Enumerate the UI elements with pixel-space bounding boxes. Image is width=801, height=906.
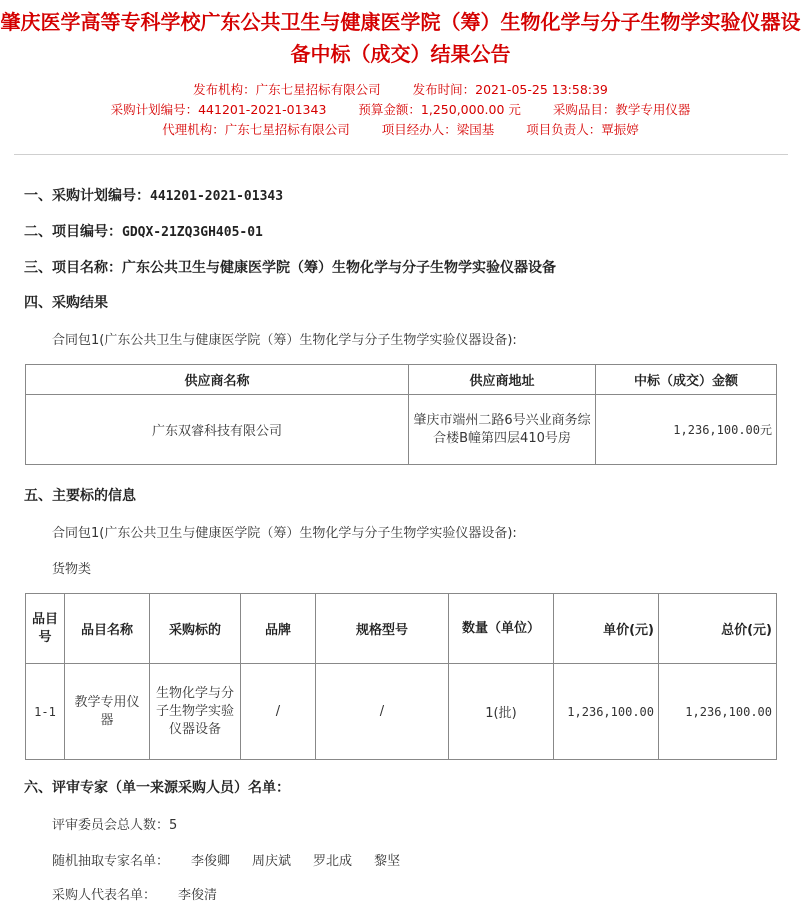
plan-number-label: 采购计划编号： — [110, 102, 199, 117]
header-spec-model: 规格型号 — [316, 594, 449, 664]
agent-value: 广东七星招标有限公司 — [224, 122, 350, 137]
item-name: 教学专用仪器 — [65, 664, 150, 760]
brand: / — [241, 664, 316, 760]
leader-label: 项目负责人： — [526, 122, 602, 137]
manager-label: 项目经办人： — [381, 122, 457, 137]
procurement-target: 生物化学与分子生物学实验仪器设备 — [150, 664, 241, 760]
publish-time-value: 2021-05-25 13:58:39 — [475, 82, 608, 97]
purchaser-rep-line — [52, 884, 217, 903]
expert-name: 李俊卿 — [191, 854, 231, 869]
plan-number: 441201-2021-01343 — [150, 189, 284, 204]
header-item-number: 品目号 — [26, 594, 65, 664]
expert-name: 周庆斌 — [252, 854, 292, 869]
section-1-label: 一、采购计划编号： — [24, 188, 150, 204]
meta-line-2 — [0, 100, 801, 120]
header-unit-price: 单价(元) — [554, 594, 659, 664]
project-name: 广东公共卫生与健康医学院（筹）生物化学与分子生物学实验仪器设备 — [122, 260, 556, 276]
leader-value: 覃振婷 — [601, 122, 639, 137]
agent-label: 代理机构： — [162, 122, 225, 137]
category-label: 采购品目： — [552, 102, 616, 117]
section-2-heading — [24, 221, 263, 241]
section-2-label: 二、项目编号： — [24, 224, 122, 240]
publisher-label: 发布机构： — [193, 82, 256, 97]
section-6-heading: 六、评审专家（单一来源采购人员）名单： — [24, 780, 290, 796]
section-1-heading — [24, 185, 283, 205]
budget-value: 1,250,000.00 元 — [420, 102, 521, 117]
total-price: 1,236,100.00 — [659, 664, 777, 760]
goods-category: 货物类 — [52, 562, 92, 577]
package-text-1: 合同包1(广东公共卫生与健康医学院（筹）生物化学与分子生物学实验仪器设备): — [52, 333, 517, 348]
item-number: 1-1 — [26, 664, 65, 760]
section-4-heading: 四、采购结果 — [24, 295, 108, 311]
header-award-amount: 中标（成交）金额 — [596, 365, 777, 395]
spec-model: / — [316, 664, 449, 760]
divider — [14, 154, 788, 155]
meta-line-1 — [0, 80, 801, 100]
expert-name: 罗北成 — [313, 854, 353, 869]
header-procurement-target: 采购标的 — [150, 594, 241, 664]
meta-line-3 — [0, 120, 801, 140]
committee-total: 评审委员会总人数：5 — [52, 818, 178, 833]
category-value: 教学专用仪器 — [615, 102, 691, 117]
budget-label: 预算金额： — [358, 102, 421, 117]
result-table — [25, 364, 777, 465]
purchaser-rep-label: 采购人代表名单： — [52, 888, 157, 903]
header-quantity: 数量（单位） — [449, 594, 554, 664]
goods-table — [25, 593, 777, 760]
page-title: 肇庆医学高等专科学校广东公共卫生与健康医学院（筹）生物化学与分子生物学实验仪器设备中标（成交）结果公告 — [0, 10, 801, 66]
quantity: 1(批) — [449, 664, 554, 760]
purchaser-rep-name: 李俊清 — [178, 888, 218, 903]
project-number: GDQX-21ZQ3GH405-01 — [122, 225, 263, 240]
plan-number-value: 441201-2021-01343 — [198, 102, 327, 117]
header-total-price: 总价(元) — [659, 594, 777, 664]
header-supplier-address: 供应商地址 — [409, 365, 596, 395]
header-item-name: 品目名称 — [65, 594, 150, 664]
publisher-value: 广东七星招标有限公司 — [255, 82, 381, 97]
manager-value: 梁国基 — [456, 122, 495, 137]
supplier-name: 广东双睿科技有限公司 — [26, 395, 409, 465]
section-5-heading: 五、主要标的信息 — [24, 488, 136, 504]
supplier-address: 肇庆市端州二路6号兴业商务综合楼B幢第四层410号房 — [409, 395, 596, 465]
package-text-2: 合同包1(广东公共卫生与健康医学院（筹）生物化学与分子生物学实验仪器设备): — [52, 526, 517, 541]
section-3-label: 三、项目名称： — [24, 260, 122, 276]
header-supplier-name: 供应商名称 — [26, 365, 409, 395]
expert-name: 黎坚 — [374, 854, 401, 869]
header-brand: 品牌 — [241, 594, 316, 664]
random-experts-line — [52, 850, 400, 869]
unit-price: 1,236,100.00 — [554, 664, 659, 760]
publish-time-label: 发布时间： — [412, 82, 476, 97]
section-3-heading — [24, 257, 556, 277]
award-amount: 1,236,100.00元 — [596, 395, 777, 465]
random-experts-label: 随机抽取专家名单： — [52, 854, 170, 869]
